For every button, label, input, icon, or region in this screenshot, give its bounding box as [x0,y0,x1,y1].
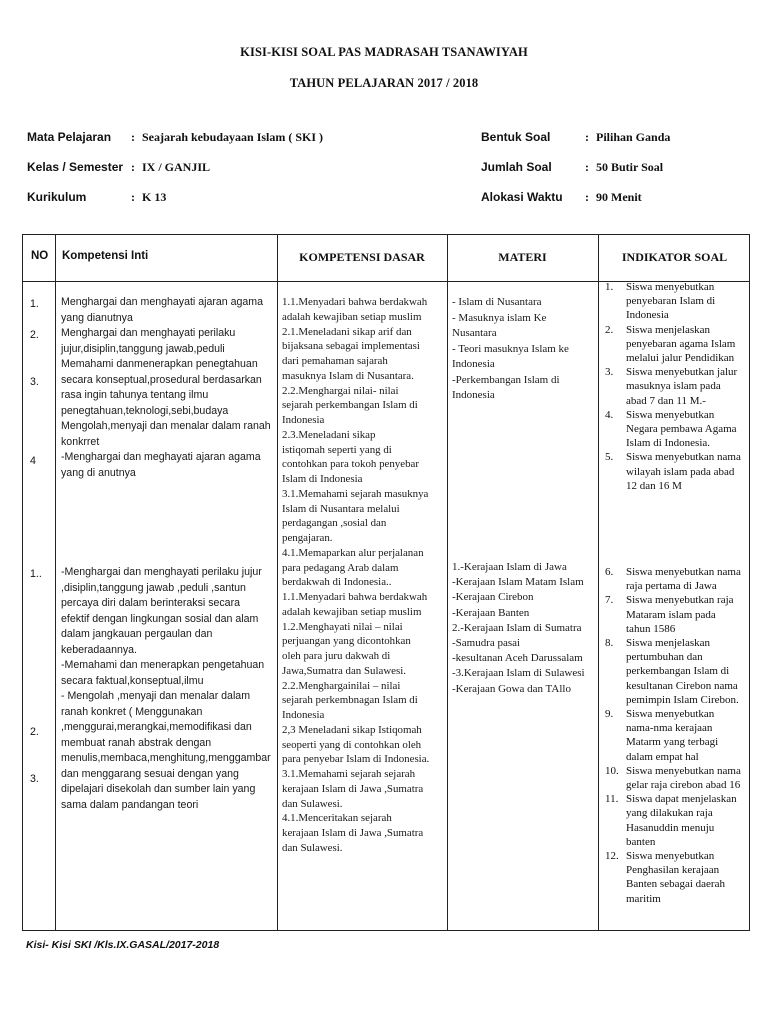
indikator-number: 11. [605,793,619,806]
indikator-item [605,707,749,764]
meta-left-value-1: Seajarah kebudayaan Islam ( SKI ) [142,130,324,144]
meta-left-colon-2: : [131,160,135,174]
indikator-number: 2. [605,323,614,336]
indikator-text: Siswa menyebutkan Negara pembawa Agama Islam di Indonesia. [626,408,737,450]
indikator-number: 6. [605,566,614,578]
indikator-text: Siswa menyebutkan nama wilayah islam pada abad 12 dan 16 M [626,451,741,492]
kompetensi-dasar-text: 1.1.Menyadari bahwa berdakwah adalah kewajiban setiap muslim 2.1.Meneladani sikap arif dan bijaksana sebagai implementasi dari pemahaman sajarah masuknya Islam di Nusantara. 2.2.Menghargai nilai- nilai sejarah perkembangan Islam di Indonesia 2.3.Meneladani sikap istiqomah seperti yang di contohkan para tokoh penyebar Islam di Indonesia 3.1.Memahami sejarah masuknya Islam di Nusantara melalui perdagangan ,sosial dan pengajaran. 4.1.Memaparkan alur perjalanan para pedagang Arab dalam berdakwah di Indonesia.. 1.1.Menyadari bahwa berdakwah adalah kewajiban setiap muslim 1.2.Menghayati nilai – nilai perjuangan yang dicontohkan oleh para juru dakwah di Jawa,Sumatra dan Sulawesi. 2.2.Menghargainilai – nilai sejarah perkembnagan Islam di Indonesia 2,3 Meneladani sikap Istiqomah seoperti yang di contohkan oleh para penyebar Islam di Indonesia. 3.1.Memahami sejarah sejarah kerajaan Islam di Jawa ,Sumatra dan Sulawesi. 4.1.Menceritakan sejarah kerajaan Islam di Jawa ,Sumatra dan Sulawesi. [282,296,430,854]
indikator-item [605,408,749,451]
kompetensi-inti-block-2: -Menghargai dan menghayati perilaku jujur ,disiplin,tanggung jawab ,peduli ,santun percaya diri dalam berinteraksi secara efektif dengan lingkungan sosial dan alam dalam jangkauan pergaulan dan keberadaannya. -Memahami dan menerapkan pengetahuan secara faktual,konseptual,ilmu - Mengolah ,menyaji dan menalar dalam ranah konkret ( Menggunakan ,menggurai,merangkai,memodifikasi dan membuat ranah abstrak dengan menulis,membaca,menghitung,menggambar dan menggarang sesuai dengan yang dipelajari disekolah dan sumber lain yang sama dalam pandangan teori [61,566,271,811]
meta-right-label-1: Bentuk Soal [481,130,551,144]
indikator-number: 8. [605,637,614,650]
header-no: NO [31,250,49,262]
meta-left-label-2: Kelas / Semester [27,160,124,174]
meta-left-colon-1: : [131,130,135,144]
header-kompetensi-inti: Kompetensi Inti [62,250,149,262]
indikator-item [605,450,749,493]
materi-block-2: 1.-Kerajaan Islam di Jawa -Kerajaan Islam Matam Islam -Kerajaan Cirebon -Kerajaan Banten 2.-Kerajaan Islam di Sumatra -Samudra pasai -kesultanan Aceh Darussalam -3.Kerajaan Islam di Sulawesi -Kerajaan Gowa dan TAllo [452,561,585,695]
indikator-item [605,849,749,906]
indikator-item [605,593,749,636]
indikator-number: 1. [605,281,614,293]
header-indikator-soal: INDIKATOR SOAL [621,250,728,264]
kompetensi-inti-block-1: Menghargai dan menghayati ajaran agama yang dianutnya Menghargai dan menghayati perilaku jujur,disiplin,tanggung jawab,peduli Memahami danmenerapkan penegtahuan secara konseptual,prosedural berdasarkan rasa ingin tahunya tentang ilmu penegtahuan,teknologi,sebi,budaya Mengolah,menyaji dan menalar dalam ranah konkrret -Menghargai dan meghayati ajaran agama yang di anutnya [61,296,271,479]
meta-left-value-2: IX / GANJIL [142,160,211,174]
indikator-item [605,365,749,408]
meta-right-value-2: 50 Butir Soal [596,160,664,174]
indikator-text: Siswa menjelaskan penyebaran agama Islam melalui jalur Pendidikan [626,323,736,365]
indikator-item [605,323,749,366]
meta-right-colon-2: : [585,160,589,174]
row-number: 2. [30,329,39,341]
meta-right-value-1: Pilihan Ganda [596,130,671,144]
indikator-number: 4. [605,408,614,421]
col-divider-materi [598,235,599,930]
row-number: 3. [30,376,39,388]
indikator-item [605,636,749,707]
indikator-number: 7. [605,594,614,607]
row-number: 4 [30,455,36,467]
header-materi: MATERI [498,250,547,264]
indikator-text: Siswa menyebutkan jalur masuknya islam pada abad 7 dan 11 M.- [626,366,738,407]
footer-note: Kisi- Kisi SKI /Kls.IX.GASAL/2017-2018 [26,939,220,951]
indikator-text: Siswa menyebutkan penyebaran Islam di Indonesia [626,281,716,322]
indikator-number: 12. [605,850,619,863]
row-number: 2. [30,726,39,738]
indikator-number: 5. [605,451,614,464]
indikator-number: 3. [605,366,614,379]
page-title: KISI-KISI SOAL PAS MADRASAH TSANAWIYAH [240,45,528,59]
row-number: 3. [30,773,39,785]
indikator-list-1 [605,280,749,493]
header-kompetensi-dasar: KOMPETENSI DASAR [299,250,425,264]
indikator-text: Siswa menyebutkan raja Mataram islam pada tahun 1586 [626,594,734,635]
indikator-text: Siswa menyebutkan nama gelar raja cirebon abad 16 [626,764,741,792]
materi-block-1: - Islam di Nusantara - Masuknya islam Ke Nusantara - Teori masuknya Islam ke Indonesia -Perkembangan Islam di Indonesia [452,296,569,401]
indikator-list-2 [605,565,749,906]
row-number: 1.. [30,568,42,580]
indikator-text: Siswa menyebutkan Penghasilan kerajaan Banten sebagai daerah maritim [626,850,725,905]
page-subtitle: TAHUN PELAJARAN 2017 / 2018 [289,76,479,90]
indikator-number: 10. [605,764,619,777]
meta-left-label-1: Mata Pelajaran [27,130,112,144]
col-divider-ki [277,235,278,930]
indikator-item [605,280,749,323]
indikator-number: 9. [605,708,614,721]
meta-left-colon-3: : [131,190,135,204]
meta-right-label-2: Jumlah Soal [481,160,552,174]
row-number: 1. [30,298,39,310]
indikator-item [605,565,749,593]
indikator-text: Siswa menjelaskan pertumbuhan dan perkembangan Islam di kesultanan Cirebon nama pemimpin Islam Cirebon. [626,637,739,706]
meta-right-colon-3: : [585,190,589,204]
indikator-text: Siswa menyebutkan nama raja pertama di Jawa [626,566,741,593]
meta-right-colon-1: : [585,130,589,144]
indikator-item [605,792,749,849]
indikator-text: Siswa dapat menjelaskan yang dilakukan raja Hasanuddin menuju banten [626,793,737,848]
meta-left-value-3: K 13 [142,190,167,204]
meta-right-label-3: Alokasi Waktu [481,190,563,204]
meta-right-value-3: 90 Menit [596,190,642,204]
indikator-item [605,764,749,792]
col-divider-no [55,235,56,930]
indikator-text: Siswa menyebutkan nama-nma kerajaan Matarm yang terbagi dalam empat hal [626,708,719,763]
kisi-kisi-table [22,234,750,931]
meta-left-label-3: Kurikulum [27,190,87,204]
